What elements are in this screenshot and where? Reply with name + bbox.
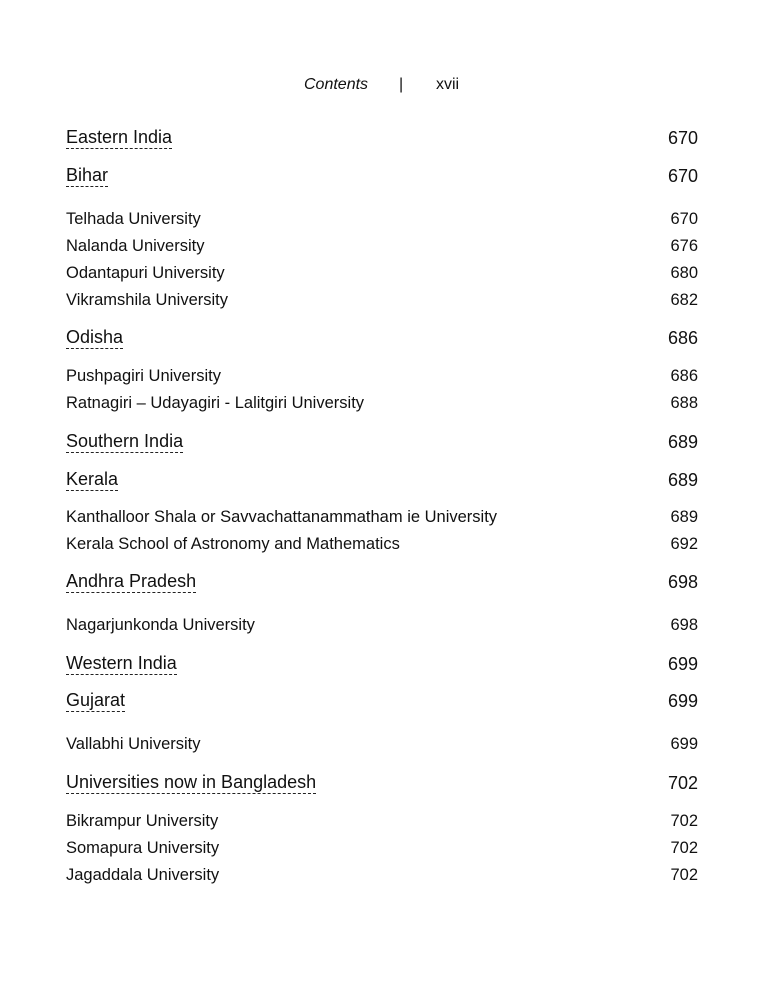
toc-entry[interactable] <box>66 505 698 529</box>
toc-heading-label: Kerala <box>66 469 119 489</box>
toc-page-number: 692 <box>670 535 698 553</box>
toc-heading-label: Odisha <box>66 327 124 347</box>
toc-heading-southern-india[interactable] <box>66 430 698 454</box>
toc-page-number: 686 <box>667 328 698 348</box>
running-header <box>0 76 763 96</box>
toc-entry[interactable] <box>66 234 698 258</box>
toc-entry[interactable] <box>66 532 698 556</box>
toc-heading-label: Western India <box>66 653 177 673</box>
toc-entry-label: Pushpagiri University <box>66 367 221 385</box>
toc-page-number: 699 <box>667 691 698 711</box>
toc-entry-label: Jagaddala University <box>66 866 220 884</box>
running-header-separator: | <box>399 76 404 93</box>
toc-heading-odisha[interactable] <box>66 326 698 350</box>
toc-entry[interactable] <box>66 391 698 415</box>
toc-entry[interactable] <box>66 836 698 860</box>
toc-entry[interactable] <box>66 613 698 637</box>
toc-entry[interactable] <box>66 288 698 312</box>
toc-heading-andhra-pradesh[interactable] <box>66 570 698 594</box>
toc-entry[interactable] <box>66 364 698 388</box>
toc-page-number: 670 <box>670 210 698 228</box>
toc-heading-bihar[interactable] <box>66 164 698 188</box>
toc-entry-label: Vikramshila University <box>66 291 228 309</box>
toc-heading-label: Southern India <box>66 431 184 451</box>
running-header-title: Contents <box>304 76 369 93</box>
toc-entry-label: Nalanda University <box>66 237 205 255</box>
toc-entry[interactable] <box>66 809 698 833</box>
toc-heading-kerala[interactable] <box>66 468 698 492</box>
toc-page-number: 689 <box>670 508 698 526</box>
toc-page-number: 702 <box>667 773 698 793</box>
toc-heading-label: Gujarat <box>66 690 126 710</box>
toc-page-number: 670 <box>667 166 698 186</box>
toc-heading-label: Eastern India <box>66 127 173 147</box>
toc-entry-label: Kerala School of Astronomy and Mathematics <box>66 535 400 553</box>
toc-page-number: 699 <box>667 654 698 674</box>
toc-page-number: 702 <box>670 812 698 830</box>
toc-heading-label: Andhra Pradesh <box>66 571 197 591</box>
toc-heading-gujarat[interactable] <box>66 689 698 713</box>
toc-page-number: 670 <box>667 128 698 148</box>
toc-page-number: 699 <box>670 735 698 753</box>
toc-page-number: 682 <box>670 291 698 309</box>
toc-entry-label: Ratnagiri – Udayagiri - Lalitgiri University <box>66 394 365 412</box>
toc-entry-label: Odantapuri University <box>66 264 225 282</box>
toc-page-number: 686 <box>670 367 698 385</box>
toc-page-number: 689 <box>667 432 698 452</box>
toc-heading-eastern-india[interactable] <box>66 126 698 150</box>
toc-page-number: 702 <box>670 866 698 884</box>
toc-heading-universities-now-in-bangladesh[interactable] <box>66 771 698 795</box>
toc-heading-label: Universities now in Bangladesh <box>66 772 317 792</box>
toc-page-number: 680 <box>670 264 698 282</box>
toc-entry-label: Somapura University <box>66 839 220 857</box>
toc-page-number: 698 <box>667 572 698 592</box>
toc-page-number: 676 <box>670 237 698 255</box>
toc-entry[interactable] <box>66 261 698 285</box>
page-number: xvii <box>436 76 460 93</box>
toc-page-number: 688 <box>670 394 698 412</box>
toc-entry[interactable] <box>66 732 698 756</box>
toc-heading-western-india[interactable] <box>66 652 698 676</box>
toc-entry-label: Telhada University <box>66 210 201 228</box>
toc-page-number: 698 <box>670 616 698 634</box>
toc-entry-label: Bikrampur University <box>66 812 219 830</box>
toc-page-number: 702 <box>670 839 698 857</box>
toc-heading-label: Bihar <box>66 165 109 185</box>
toc-entry[interactable] <box>66 207 698 231</box>
toc-page-number: 689 <box>667 470 698 490</box>
toc-entry[interactable] <box>66 863 698 887</box>
toc-entry-label: Vallabhi University <box>66 735 201 753</box>
toc-entry-label: Nagarjunkonda University <box>66 616 255 634</box>
toc-entry-label: Kanthalloor Shala or Savvachattanammatham ie University <box>66 508 498 526</box>
